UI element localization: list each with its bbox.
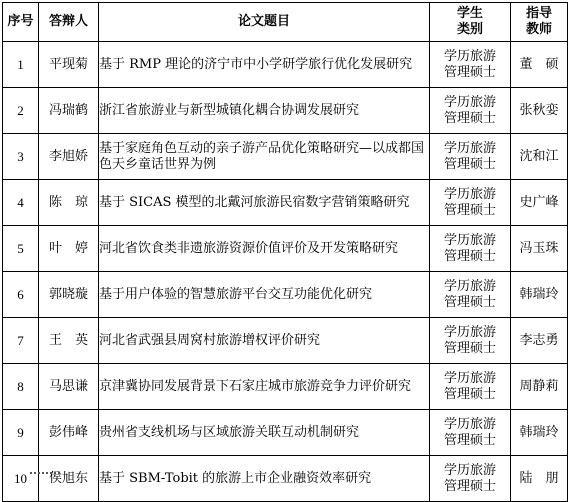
row-number: 6 xyxy=(3,272,39,318)
category-line1: 学历旅游 xyxy=(443,94,496,110)
defender-name: 马思谦 xyxy=(39,364,99,410)
defender-name: 彭伟峰 xyxy=(39,410,99,456)
thesis-title: 河北省武强县周窝村旅游增权评价研究 xyxy=(99,318,430,364)
table-row xyxy=(3,134,568,180)
category-line2: 管理硕士 xyxy=(443,386,496,402)
category-line2: 管理硕士 xyxy=(443,202,496,218)
category-line2: 管理硕士 xyxy=(443,156,496,172)
header-name: 答辩人 xyxy=(39,3,99,42)
category-line2: 管理硕士 xyxy=(443,110,496,126)
thesis-title: 基于 SICAS 模型的北戴河旅游民宿数字营销策略研究 xyxy=(99,180,430,226)
category-line1: 学历旅游 xyxy=(443,140,496,156)
table-row xyxy=(3,456,568,502)
thesis-title: 河北省饮食类非遗旅游资源价值评价及开发策略研究 xyxy=(99,226,430,272)
defender-name: 郭晓璇 xyxy=(39,272,99,318)
category-line2: 管理硕士 xyxy=(443,248,496,264)
header-no: 序号 xyxy=(3,3,39,42)
header-category-line2: 类别 xyxy=(456,22,483,37)
table-row xyxy=(3,410,568,456)
student-category xyxy=(430,180,511,226)
category-line2: 管理硕士 xyxy=(443,478,496,494)
advisor-name: 韩瑞玲 xyxy=(511,272,568,318)
row-number: 9 xyxy=(3,410,39,456)
category-line1: 学历旅游 xyxy=(443,186,496,202)
advisor-name: 陆 朋 xyxy=(511,456,568,502)
defender-name: 平现菊 xyxy=(39,42,99,88)
defender-name: 侯旭东 xyxy=(39,456,99,502)
row-number: 3 xyxy=(3,134,39,180)
defender-name: 冯瑞鹤 xyxy=(39,88,99,134)
student-category xyxy=(430,88,511,134)
table-row xyxy=(3,226,568,272)
header-category-line1: 学生 xyxy=(456,6,483,21)
advisor-name: 冯玉珠 xyxy=(511,226,568,272)
header-advisor xyxy=(511,3,568,42)
category-line2: 管理硕士 xyxy=(443,340,496,356)
cut-off-text-fragment xyxy=(30,472,60,480)
defender-name: 李旭娇 xyxy=(39,134,99,180)
advisor-name: 张秋娈 xyxy=(511,88,568,134)
student-category xyxy=(430,42,511,88)
student-category xyxy=(430,134,511,180)
category-line2: 管理硕士 xyxy=(443,64,496,80)
category-line2: 管理硕士 xyxy=(443,432,496,448)
table-row xyxy=(3,180,568,226)
row-number: 2 xyxy=(3,88,39,134)
row-number: 1 xyxy=(3,42,39,88)
table-row xyxy=(3,42,568,88)
thesis-title: 基于家庭角色互动的亲子游产品优化策略研究—以成都国色天乡童话世界为例 xyxy=(99,134,430,180)
category-line1: 学历旅游 xyxy=(443,232,496,248)
category-line1: 学历旅游 xyxy=(443,48,496,64)
thesis-title: 京津冀协同发展背景下石家庄城市旅游竞争力评价研究 xyxy=(99,364,430,410)
header-advisor-line1: 指导 xyxy=(525,6,552,21)
student-category xyxy=(430,410,511,456)
advisor-name: 董 硕 xyxy=(511,42,568,88)
table-row xyxy=(3,272,568,318)
advisor-name: 韩瑞玲 xyxy=(511,410,568,456)
thesis-defense-table xyxy=(2,2,568,502)
thesis-title: 贵州省支线机场与区域旅游关联互动机制研究 xyxy=(99,410,430,456)
student-category xyxy=(430,318,511,364)
row-number: 5 xyxy=(3,226,39,272)
thesis-title: 基于 RMP 理论的济宁市中小学研学旅行优化发展研究 xyxy=(99,42,430,88)
row-number: 10 xyxy=(3,456,39,502)
table-row xyxy=(3,88,568,134)
defender-name: 陈 琼 xyxy=(39,180,99,226)
header-advisor-line2: 教师 xyxy=(525,22,552,37)
table-row xyxy=(3,318,568,364)
thesis-title: 浙江省旅游业与新型城镇化耦合协调发展研究 xyxy=(99,88,430,134)
category-line1: 学历旅游 xyxy=(443,370,496,386)
row-number: 8 xyxy=(3,364,39,410)
student-category xyxy=(430,226,511,272)
table-header-row xyxy=(3,3,568,42)
header-title: 论文题目 xyxy=(99,3,430,42)
thesis-title: 基于 SBM-Tobit 的旅游上市企业融资效率研究 xyxy=(99,456,430,502)
row-number: 4 xyxy=(3,180,39,226)
advisor-name: 史广峰 xyxy=(511,180,568,226)
category-line1: 学历旅游 xyxy=(443,278,496,294)
category-line1: 学历旅游 xyxy=(443,416,496,432)
student-category xyxy=(430,456,511,502)
defender-name: 王 英 xyxy=(39,318,99,364)
student-category xyxy=(430,364,511,410)
category-line1: 学历旅游 xyxy=(443,324,496,340)
table-row xyxy=(3,364,568,410)
defender-name: 叶 婷 xyxy=(39,226,99,272)
row-number: 7 xyxy=(3,318,39,364)
category-line2: 管理硕士 xyxy=(443,294,496,310)
header-category xyxy=(430,3,511,42)
thesis-title: 基于用户体验的智慧旅游平台交互功能优化研究 xyxy=(99,272,430,318)
category-line1: 学历旅游 xyxy=(443,462,496,478)
advisor-name: 沈和江 xyxy=(511,134,568,180)
advisor-name: 周静莉 xyxy=(511,364,568,410)
student-category xyxy=(430,272,511,318)
advisor-name: 李志勇 xyxy=(511,318,568,364)
